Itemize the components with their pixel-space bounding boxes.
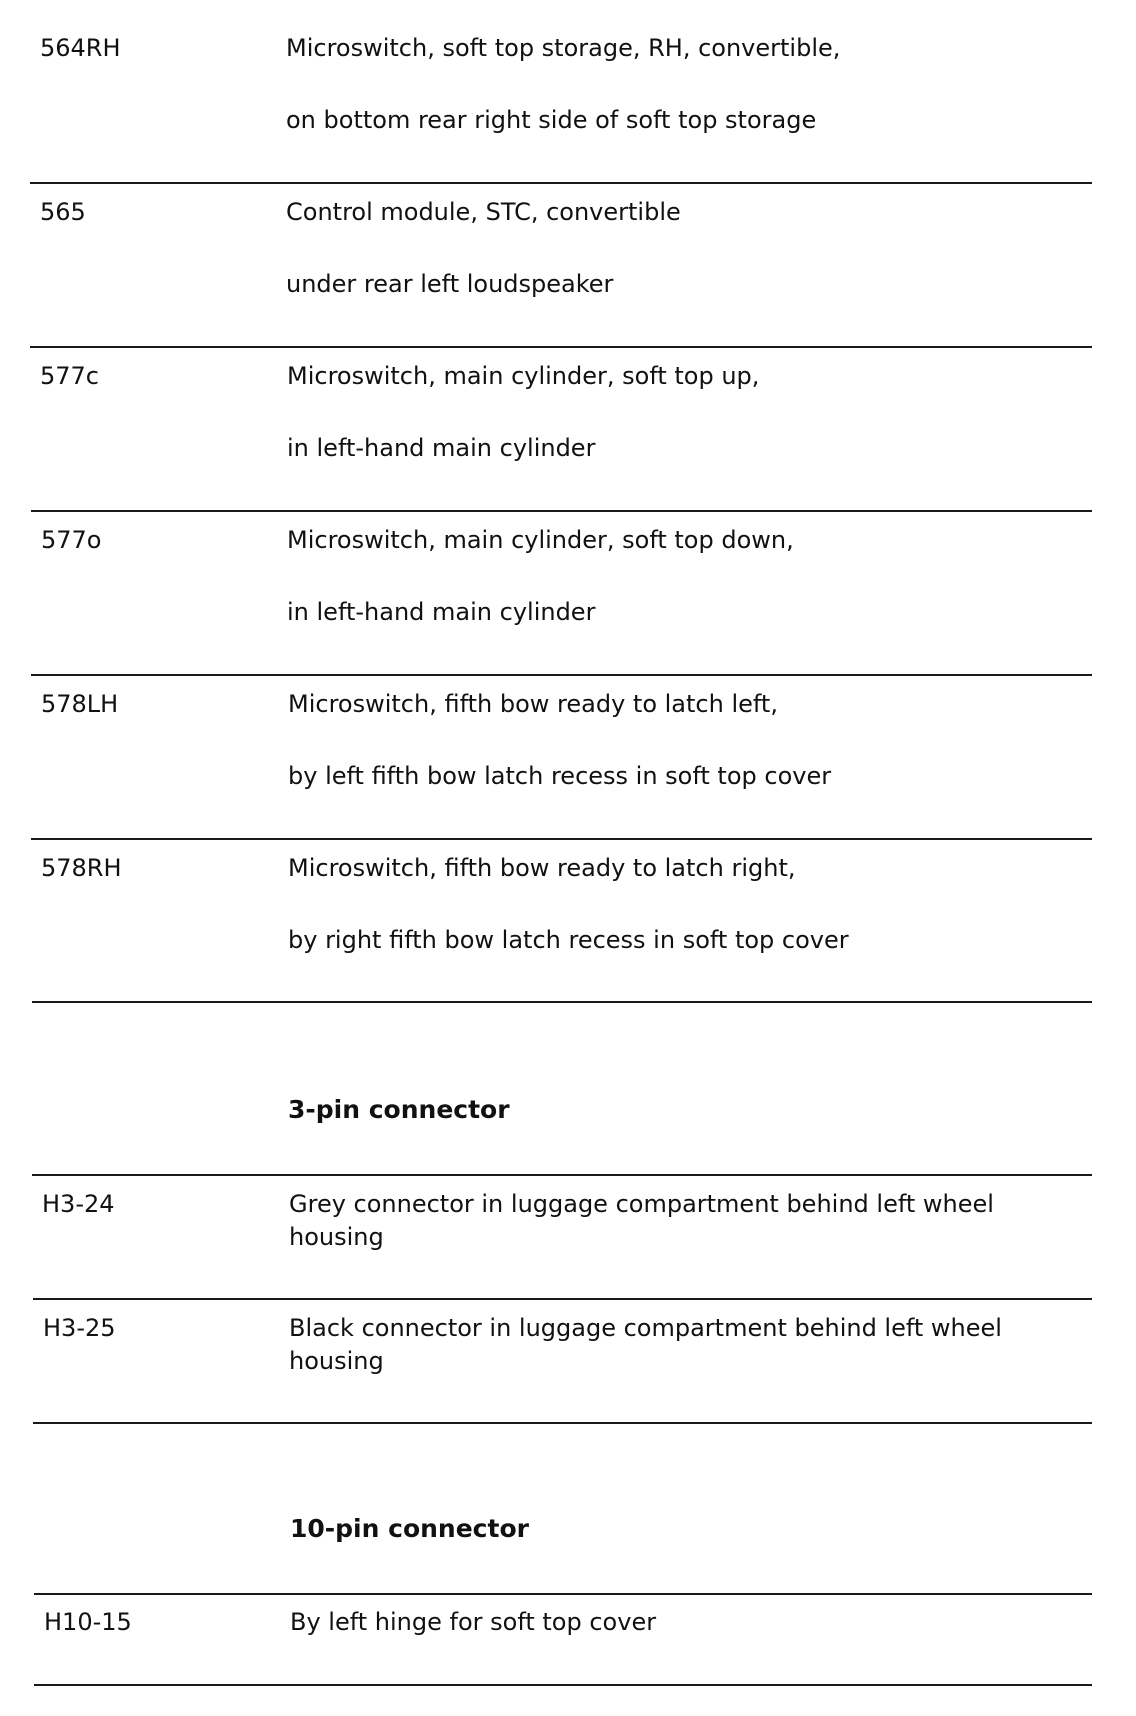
entry-code: 578RH — [41, 854, 122, 882]
entry-description-line2: on bottom rear right side of soft top storage — [286, 106, 817, 134]
row-divider — [30, 182, 1092, 184]
entry-code: H3-24 — [42, 1190, 115, 1218]
row-divider — [30, 346, 1092, 348]
entry-description: Grey connector in luggage compartment behind left wheel housing — [289, 1190, 994, 1251]
row-divider — [34, 1593, 1092, 1595]
entry-code: H3-25 — [43, 1314, 116, 1342]
entry-description-line1: Microswitch, main cylinder, soft top up, — [287, 362, 760, 390]
entry-description-line1: Microswitch, main cylinder, soft top down, — [287, 526, 794, 554]
row-divider — [31, 674, 1092, 676]
entry-description-line1: Control module, STC, convertible — [286, 198, 681, 226]
entry-code: 564RH — [40, 34, 121, 62]
entry-description-line2: in left-hand main cylinder — [287, 434, 596, 462]
row-divider — [33, 1298, 1092, 1300]
entry-description-line2: under rear left loudspeaker — [286, 270, 614, 298]
row-divider — [32, 1174, 1092, 1176]
entry-code: 578LH — [41, 690, 119, 718]
entry-description-line2: by left fifth bow latch recess in soft top cover — [288, 762, 832, 790]
row-divider — [33, 1422, 1092, 1424]
row-divider — [31, 510, 1092, 512]
entry-description-line1: Microswitch, fifth bow ready to latch left, — [288, 690, 778, 718]
section-heading-3pin: 3-pin connector — [288, 1095, 510, 1124]
entry-description-line2: by right fifth bow latch recess in soft top cover — [288, 926, 849, 954]
section-heading-10pin: 10-pin connector — [290, 1514, 529, 1543]
entry-code: H10-15 — [44, 1608, 132, 1636]
entry-description: Black connector in luggage compartment behind left wheel housing — [289, 1314, 1002, 1375]
entry-description-line2: in left-hand main cylinder — [287, 598, 596, 626]
row-divider — [31, 838, 1092, 840]
entry-description: By left hinge for soft top cover — [290, 1608, 657, 1636]
entry-code: 565 — [40, 198, 86, 226]
entry-description-line1: Microswitch, fifth bow ready to latch right, — [288, 854, 796, 882]
entry-code: 577o — [41, 526, 102, 554]
entry-code: 577c — [40, 362, 100, 390]
row-divider — [32, 1001, 1092, 1003]
entry-description-line1: Microswitch, soft top storage, RH, convertible, — [286, 34, 841, 62]
row-divider — [34, 1684, 1092, 1686]
